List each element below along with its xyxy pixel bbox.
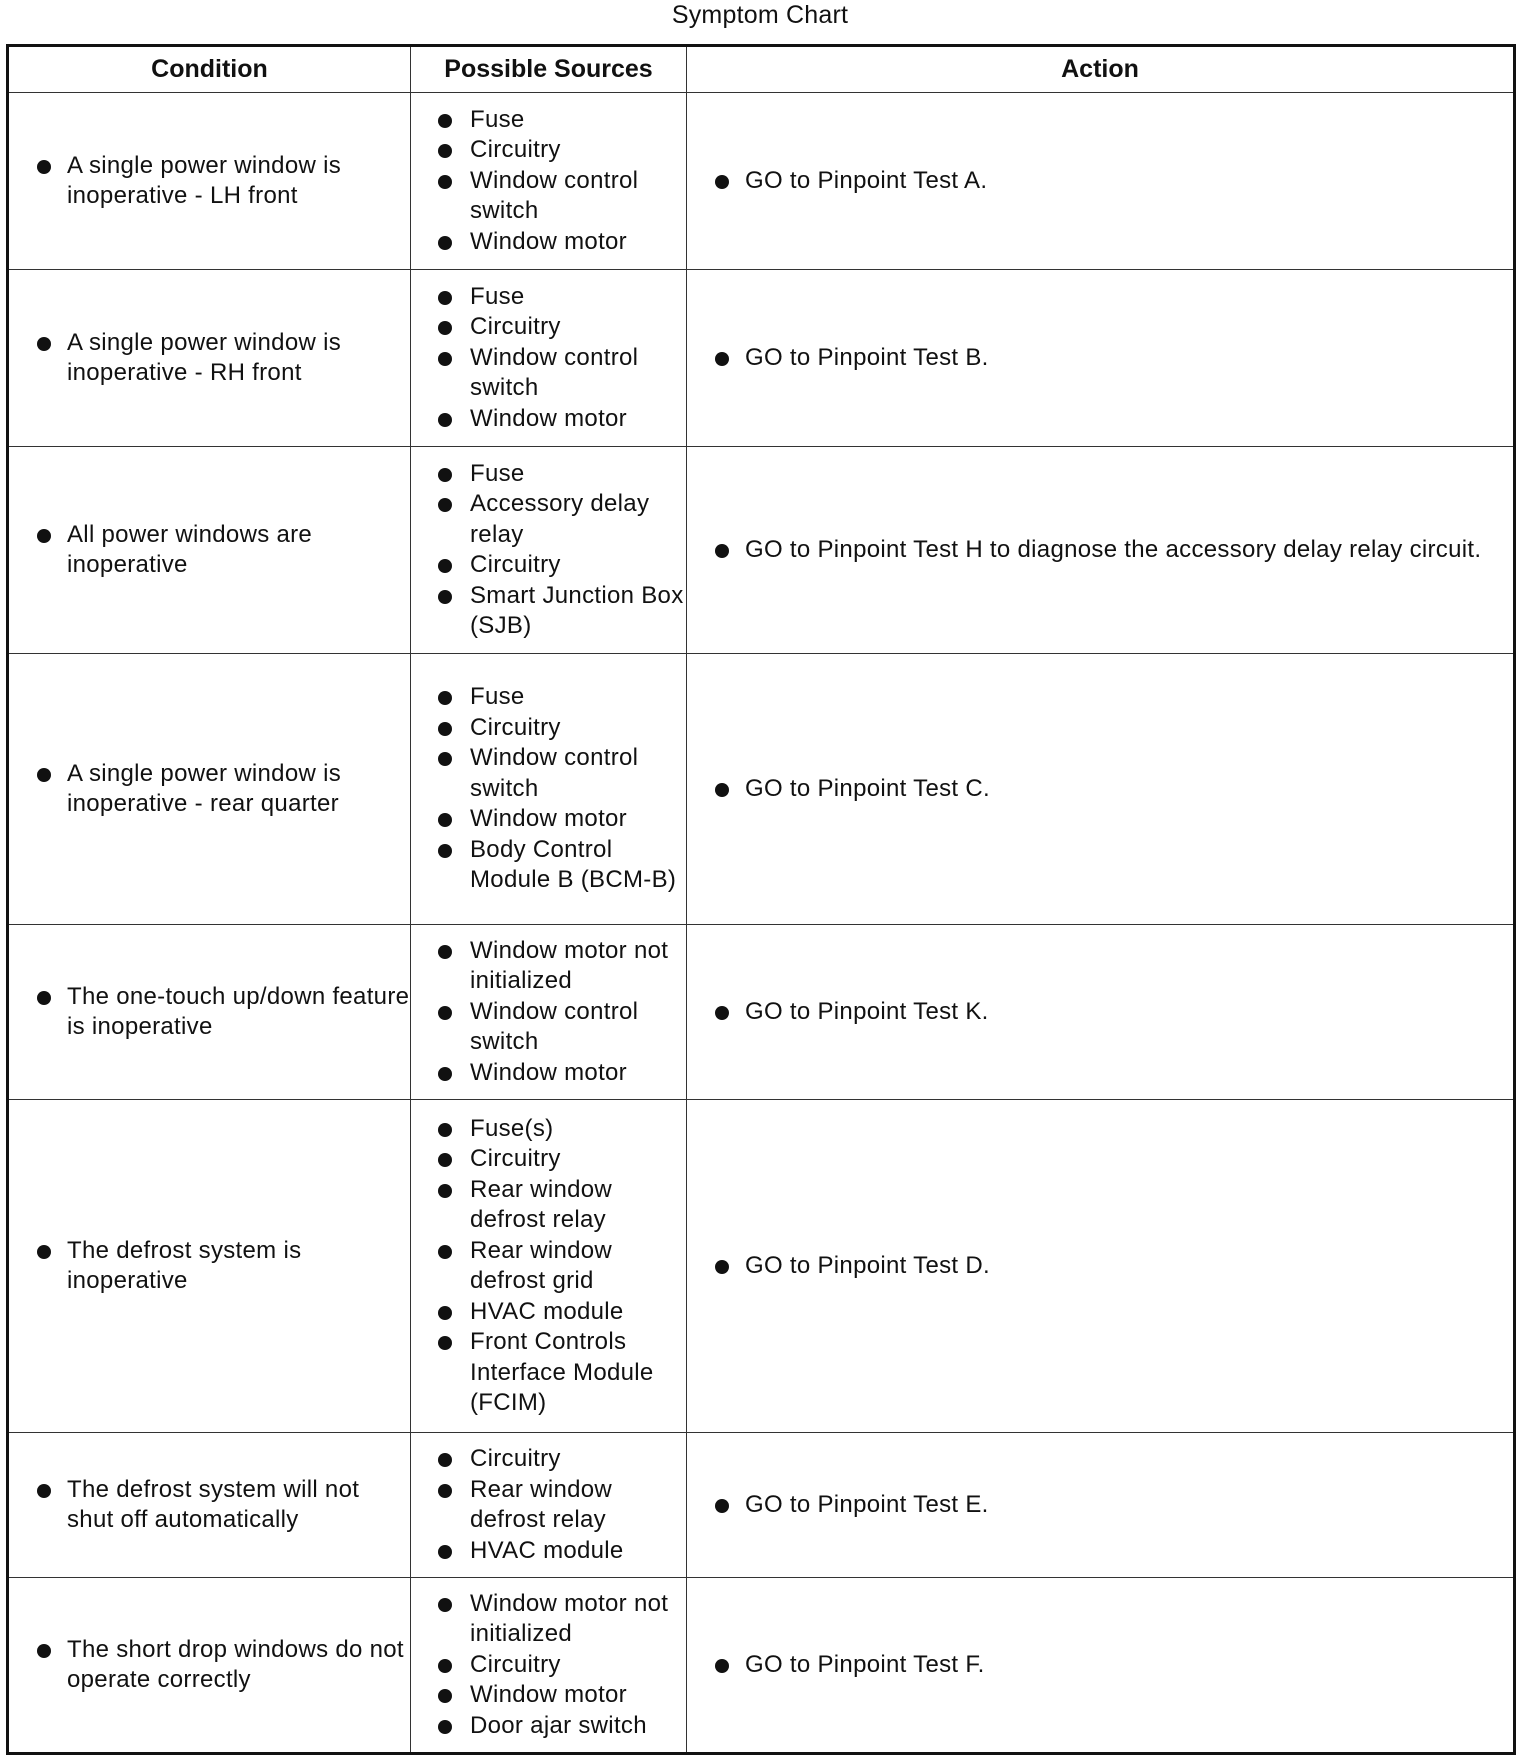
condition-text: A single power window is inoperative - RH front — [9, 328, 410, 389]
source-item: Fuse — [411, 105, 686, 136]
sources-list — [411, 682, 686, 896]
condition-list — [9, 1635, 410, 1696]
header-row — [8, 46, 1515, 93]
action-cell — [687, 93, 1515, 270]
table-row — [8, 447, 1515, 654]
condition-text: The defrost system will not shut off automatically — [9, 1475, 410, 1536]
action-text: GO to Pinpoint Test C. — [687, 774, 1513, 805]
condition-cell — [8, 1100, 411, 1433]
header-possible-sources: Possible Sources — [411, 46, 687, 93]
action-cell — [687, 1100, 1515, 1433]
source-item: Window control switch — [411, 997, 686, 1058]
action-cell — [687, 270, 1515, 447]
condition-cell — [8, 654, 411, 925]
source-item: Smart Junction Box (SJB) — [411, 581, 686, 642]
condition-text: A single power window is inoperative - rear quarter — [9, 759, 410, 820]
action-cell — [687, 1433, 1515, 1578]
source-item: Rear window defrost relay — [411, 1475, 686, 1536]
condition-cell — [8, 1578, 411, 1754]
action-list — [687, 997, 1513, 1028]
condition-text: The defrost system is inoperative — [9, 1236, 410, 1297]
source-item: Window motor — [411, 227, 686, 258]
sources-list — [411, 1589, 686, 1742]
table-row — [8, 925, 1515, 1100]
sources-cell — [411, 654, 687, 925]
action-list — [687, 1490, 1513, 1521]
action-text: GO to Pinpoint Test H to diagnose the accessory delay relay circuit. — [687, 535, 1513, 566]
action-text: GO to Pinpoint Test A. — [687, 166, 1513, 197]
sources-cell — [411, 270, 687, 447]
source-item: Window control switch — [411, 743, 686, 804]
condition-text: A single power window is inoperative - LH front — [9, 151, 410, 212]
condition-text: The short drop windows do not operate correctly — [9, 1635, 410, 1696]
source-item: Window control switch — [411, 343, 686, 404]
sources-cell — [411, 93, 687, 270]
source-item: Fuse — [411, 459, 686, 490]
source-item: Fuse(s) — [411, 1114, 686, 1145]
condition-list — [9, 759, 410, 820]
source-item: Window motor — [411, 804, 686, 835]
source-item: Circuitry — [411, 1144, 686, 1175]
action-list — [687, 535, 1513, 566]
action-cell — [687, 654, 1515, 925]
action-list — [687, 1251, 1513, 1282]
table-row — [8, 654, 1515, 925]
sources-list — [411, 105, 686, 258]
condition-cell — [8, 270, 411, 447]
action-cell — [687, 925, 1515, 1100]
action-text: GO to Pinpoint Test F. — [687, 1650, 1513, 1681]
condition-list — [9, 328, 410, 389]
sources-cell — [411, 1433, 687, 1578]
chart-caption: Symptom Chart — [671, 1, 849, 29]
source-item: Window motor — [411, 1680, 686, 1711]
source-item: Front Controls Interface Module (FCIM) — [411, 1327, 686, 1419]
header-condition: Condition — [8, 46, 411, 93]
source-item: HVAC module — [411, 1536, 686, 1567]
source-item: HVAC module — [411, 1297, 686, 1328]
source-item: Window control switch — [411, 166, 686, 227]
source-item: Circuitry — [411, 135, 686, 166]
sources-list — [411, 282, 686, 435]
sources-list — [411, 936, 686, 1089]
source-item: Rear window defrost grid — [411, 1236, 686, 1297]
source-item: Body Control Module B (BCM-B) — [411, 835, 686, 896]
table-row — [8, 1578, 1515, 1754]
condition-cell — [8, 93, 411, 270]
action-cell — [687, 1578, 1515, 1754]
source-item: Circuitry — [411, 713, 686, 744]
sources-cell — [411, 925, 687, 1100]
action-list — [687, 1650, 1513, 1681]
action-list — [687, 343, 1513, 374]
source-item: Rear window defrost relay — [411, 1175, 686, 1236]
condition-list — [9, 520, 410, 581]
action-cell — [687, 447, 1515, 654]
sources-list — [411, 1114, 686, 1419]
table-row — [8, 93, 1515, 270]
source-item: Window motor not initialized — [411, 1589, 686, 1650]
table-row — [8, 270, 1515, 447]
condition-cell — [8, 1433, 411, 1578]
source-item: Circuitry — [411, 1650, 686, 1681]
sources-cell — [411, 1100, 687, 1433]
table-row — [8, 1433, 1515, 1578]
source-item: Window motor — [411, 404, 686, 435]
source-item: Door ajar switch — [411, 1711, 686, 1742]
condition-text: All power windows are inoperative — [9, 520, 410, 581]
source-item: Circuitry — [411, 312, 686, 343]
action-list — [687, 774, 1513, 805]
condition-text: The one-touch up/down feature is inoperative — [9, 982, 410, 1043]
source-item: Circuitry — [411, 1444, 686, 1475]
source-item: Fuse — [411, 682, 686, 713]
source-item: Circuitry — [411, 550, 686, 581]
sources-cell — [411, 1578, 687, 1754]
table-row — [8, 1100, 1515, 1433]
condition-list — [9, 1475, 410, 1536]
condition-list — [9, 982, 410, 1043]
source-item: Window motor not initialized — [411, 936, 686, 997]
source-item: Accessory delay relay — [411, 489, 686, 550]
action-text: GO to Pinpoint Test K. — [687, 997, 1513, 1028]
condition-cell — [8, 925, 411, 1100]
action-text: GO to Pinpoint Test D. — [687, 1251, 1513, 1282]
action-list — [687, 166, 1513, 197]
source-item: Fuse — [411, 282, 686, 313]
condition-list — [9, 151, 410, 212]
condition-list — [9, 1236, 410, 1297]
source-item: Window motor — [411, 1058, 686, 1089]
header-action: Action — [687, 46, 1515, 93]
symptom-chart-table — [6, 44, 1516, 1755]
action-text: GO to Pinpoint Test E. — [687, 1490, 1513, 1521]
sources-cell — [411, 447, 687, 654]
sources-list — [411, 1444, 686, 1566]
condition-cell — [8, 447, 411, 654]
sources-list — [411, 459, 686, 642]
action-text: GO to Pinpoint Test B. — [687, 343, 1513, 374]
